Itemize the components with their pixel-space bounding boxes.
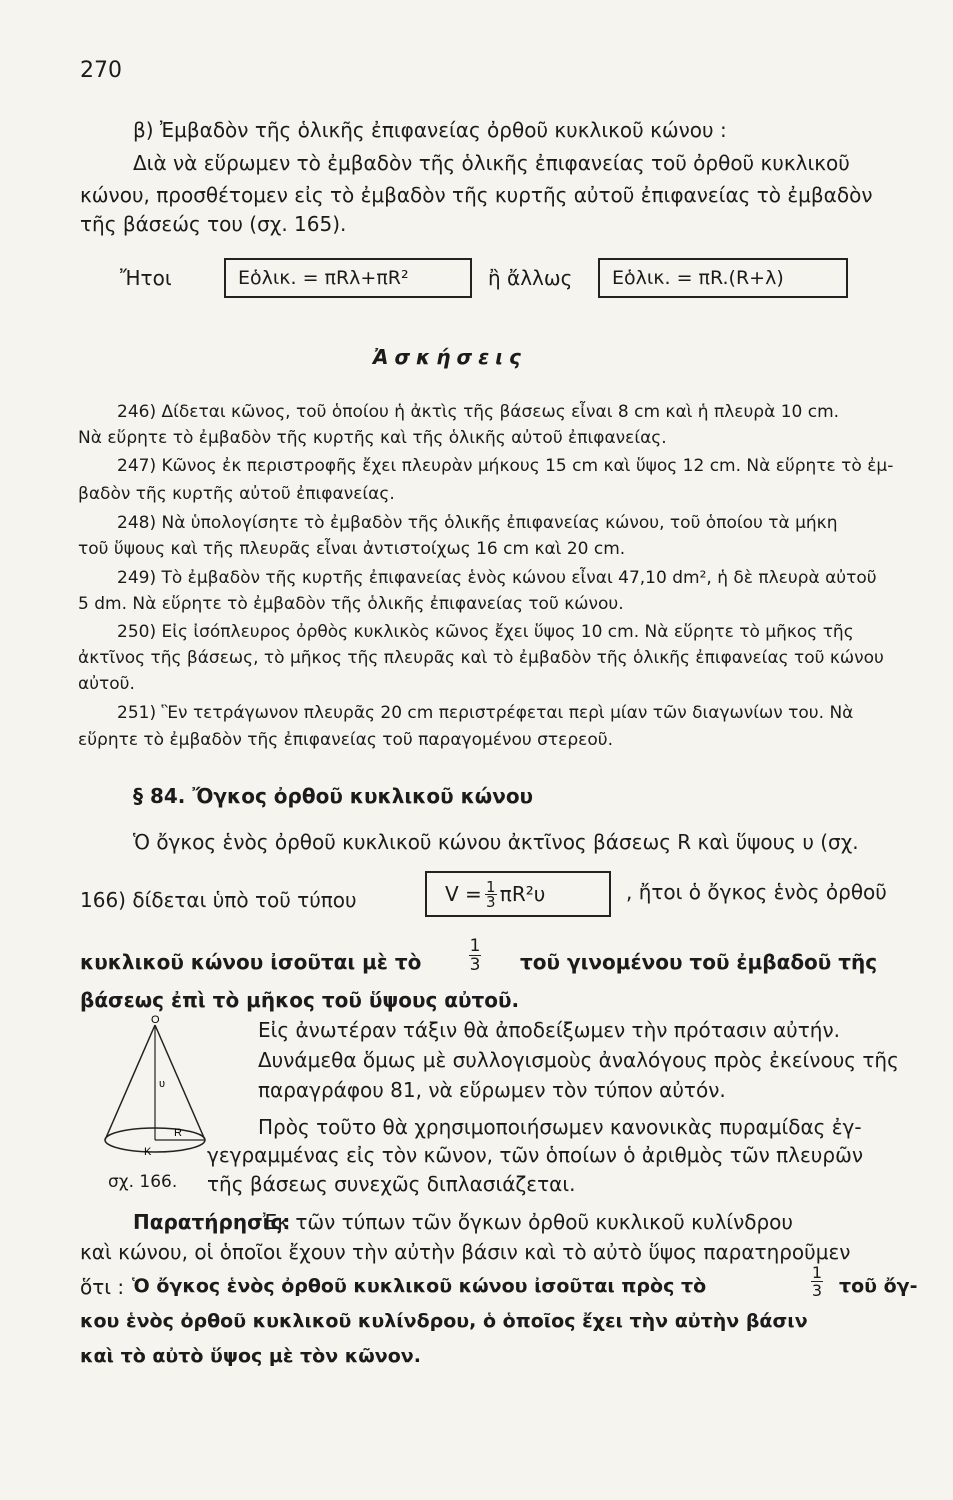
section-b-line-2: κώνου, προσθέτομεν εἰς τὸ ἐμβαδὸν τῆς κυρτῆς αὐτοῦ ἐπιφανείας τὸ ἐμβαδὸν: [80, 183, 873, 207]
statement-fraction: [469, 937, 481, 974]
exercise-line: 5 dm. Νὰ εὕρητε τὸ ἐμβαδὸν τῆς ὁλικῆς ἐπιφανείας τοῦ κώνου.: [78, 594, 624, 614]
exercise-line: 250) Εἰς ἰσόπλευρος ὀρθὸς κυκλικὸς κῶνος ἔχει ὕψος 10 cm. Νὰ εὕρητε τὸ μῆκος τῆς: [117, 622, 854, 642]
exercise-line: 251) Ἓν τετράγωνον πλευρᾶς 20 cm περιστρέφεται περὶ μίαν τῶν διαγωνίων του. Νὰ: [117, 703, 854, 723]
section-b-title: β) Ἐμβαδὸν τῆς ὁλικῆς ἐπιφανείας ὀρθοῦ κυκλικοῦ κώνου :: [133, 118, 727, 142]
observation-line-4: κου ἑνὸς ὀρθοῦ κυκλικοῦ κυλίνδρου, ὁ ὁποῖος ἔχει τὴν αὐτὴν βάσιν: [80, 1310, 808, 1332]
formula-total-area: Eὁλικ. = πRλ+πR²: [238, 267, 409, 289]
exercise-line: 247) Κῶνος ἐκ περιστροφῆς ἔχει πλευρὰν μήκους 15 cm καὶ ὕψος 12 cm. Νὰ εὕρητε τὸ ἐμ-: [117, 456, 894, 476]
statement-fraction-den: 3: [469, 955, 481, 975]
observation-fraction-den: 3: [811, 1281, 823, 1300]
exercise-line: 248) Νὰ ὑπολογίσητε τὸ ἐμβαδὸν τῆς ὁλικῆς ἐπιφανείας κώνου, τοῦ ὁποίου τὰ μήκη: [117, 513, 838, 533]
observation-line-2: καὶ κώνου, οἱ ὁποῖοι ἔχουν τὴν αὐτὴν βάσιν καὶ τὸ αὐτὸ ὕψος παρατηροῦμεν: [80, 1240, 851, 1264]
formula-right: πR²υ: [499, 882, 546, 906]
label-radius: R: [174, 1127, 182, 1139]
page-number: 270: [80, 58, 122, 83]
exercise-line: 246) Δίδεται κῶνος, τοῦ ὁποίου ἡ ἀκτὶς τῆς βάσεως εἶναι 8 cm καὶ ἡ πλευρὰ 10 cm.: [117, 402, 840, 422]
formula-total-area-alt: Eὁλικ. = πR.(R+λ): [612, 267, 784, 289]
exercise-line: βαδὸν τῆς κυρτῆς αὐτοῦ ἐπιφανείας.: [78, 484, 395, 504]
section-b-line-3: τῆς βάσεώς του (σχ. 165).: [80, 212, 347, 236]
figure-text-line: Εἰς ἀνωτέραν τάξιν θὰ ἀποδείξωμεν τὴν πρότασιν αὐτήν.: [258, 1018, 840, 1042]
observation-line-3-end: τοῦ ὄγ-: [839, 1275, 918, 1297]
exercise-line: 249) Τὸ ἐμβαδὸν τῆς κυρτῆς ἐπιφανείας ἑνὸς κώνου εἶναι 47,10 dm², ἡ δὲ πλευρὰ αὐτοῦ: [117, 568, 877, 588]
observation-fraction: [811, 1264, 823, 1299]
observation-line-3-start: ὅτι :: [80, 1275, 125, 1299]
statement-fraction-num: 1: [469, 936, 481, 956]
observation-label: Παρατήρησις:: [133, 1210, 291, 1234]
figure-text-line: Δυνάμεθα ὅμως μὲ συλλογισμοὺς ἀναλόγους πρὸς ἐκείνους τῆς: [258, 1048, 899, 1072]
figure-text-line: τῆς βάσεως συνεχῶς διπλασιάζεται.: [207, 1172, 576, 1196]
formula-fraction-den: 3: [486, 892, 496, 911]
formula-box-total-area: [224, 258, 472, 298]
figure-text-line: Πρὸς τοῦτο θὰ χρησιμοποιήσωμεν κανονικὰς πυραμίδας ἐγ-: [258, 1115, 862, 1139]
volume-formula-box: [425, 871, 611, 917]
label-apex: Ο: [151, 1015, 160, 1026]
bold-statement-c: βάσεως ἐπὶ τὸ μῆκος τοῦ ὕψους αὐτοῦ.: [80, 988, 520, 1012]
exercise-line: εὕρητε τὸ ἐμβαδὸν τῆς ἐπιφανείας τοῦ παραγομένου στερεοῦ.: [78, 730, 613, 750]
htoi-label: Ἤτοι: [120, 266, 172, 290]
observation-line-5: καὶ τὸ αὐτὸ ὕψος μὲ τὸν κῶνον.: [80, 1345, 421, 1367]
cone-figure: [100, 1015, 210, 1175]
bold-statement-a: κυκλικοῦ κώνου ἰσοῦται μὲ τὸ: [80, 950, 422, 974]
formula-fraction: [485, 877, 497, 911]
figure-caption: σχ. 166.: [108, 1172, 178, 1192]
section-84-line-2-start: 166) δίδεται ὑπὸ τοῦ τύπου: [80, 888, 357, 912]
cone-left-side: [105, 1025, 155, 1140]
exercise-line: αὐτοῦ.: [78, 674, 135, 694]
exercise-line: ἀκτῖνος τῆς βάσεως, τὸ μῆκος τῆς πλευρᾶς καὶ τὸ ἐμβαδὸν τῆς ὁλικῆς ἐπιφανείας τοῦ κώνου: [78, 648, 884, 668]
or-else-label: ἢ ἄλλως: [488, 266, 573, 290]
exercise-line: Νὰ εὕρητε τὸ ἐμβαδὸν τῆς κυρτῆς καὶ τῆς ὁλικῆς αὐτοῦ ἐπιφανείας.: [78, 428, 667, 448]
section-84-line-2-end: , ἤτοι ὁ ὄγκος ἑνὸς ὀρθοῦ: [626, 880, 887, 904]
observation-line-3-bold: Ὁ ὄγκος ἑνὸς ὀρθοῦ κυκλικοῦ κώνου ἰσοῦται πρὸς τὸ: [132, 1275, 707, 1297]
figure-text-line: γεγραμμένας εἰς τὸν κῶνον, τῶν ὁποίων ὁ ἀριθμὸς τῶν πλευρῶν: [207, 1143, 863, 1167]
section-84-line-1: Ὁ ὄγκος ἑνὸς ὀρθοῦ κυκλικοῦ κώνου ἀκτῖνος βάσεως R καὶ ὕψους υ (σχ.: [133, 830, 859, 854]
bold-statement-b: τοῦ γινομένου τοῦ ἐμβαδοῦ τῆς: [520, 950, 878, 974]
exercises-heading: Ἀσκήσεις: [373, 345, 527, 369]
observation-fraction-num: 1: [811, 1263, 823, 1282]
label-base-center: K: [144, 1146, 152, 1158]
section-84-heading: § 84. Ὄγκος ὀρθοῦ κυκλικοῦ κώνου: [133, 784, 534, 808]
section-b-line-1: Διὰ νὰ εὕρωμεν τὸ ἐμβαδὸν τῆς ὁλικῆς ἐπιφανείας τοῦ ὀρθοῦ κυκλικοῦ: [133, 151, 850, 175]
formula-fraction-num: 1: [486, 877, 496, 896]
label-height: υ: [159, 1078, 166, 1090]
formula-v-label: V =: [445, 882, 482, 906]
observation-line-1: Ἐκ τῶν τύπων τῶν ὄγκων ὀρθοῦ κυκλικοῦ κυλίνδρου: [263, 1210, 793, 1234]
formula-box-total-area-alt: [598, 258, 848, 298]
figure-text-line: παραγράφου 81, νὰ εὕρωμεν τὸν τύπον αὐτόν.: [258, 1078, 726, 1102]
exercise-line: τοῦ ὕψους καὶ τῆς πλευρᾶς εἶναι ἀντιστοίχως 16 cm καὶ 20 cm.: [78, 539, 626, 559]
